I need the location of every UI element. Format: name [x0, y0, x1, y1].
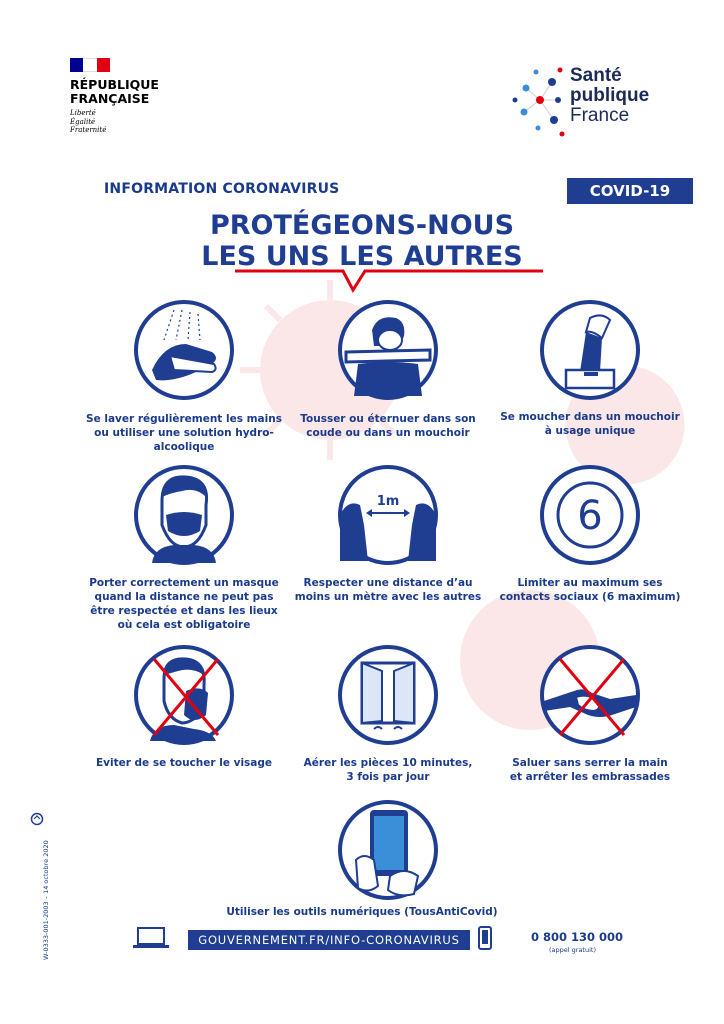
molecule-dots-icon — [510, 62, 570, 142]
title-underline-icon — [231, 266, 547, 296]
caption-line: ou utiliser une solution hydro- — [94, 427, 274, 439]
caption-line: à usage unique — [544, 425, 636, 437]
info-label: INFORMATION CORONAVIRUS — [104, 181, 340, 197]
caption-line: Respecter une distance d’au — [303, 577, 473, 589]
covid-badge: COVID-19 — [567, 178, 693, 204]
caption-hand-wash — [74, 412, 294, 454]
caption-line: contacts sociaux (6 maximum) — [499, 591, 681, 603]
caption-line: coude ou dans un mouchoir — [306, 427, 470, 439]
caption-line: moins un mètre avec les autres — [294, 591, 482, 603]
caption-line: être respectée et dans les lieux — [90, 605, 278, 617]
motto-liberte: Liberté — [70, 109, 96, 117]
caption-window — [278, 756, 498, 784]
motto-fraternite: Fraternité — [70, 126, 107, 134]
cough-elbow-icon — [338, 300, 438, 400]
title-line1: PROTÉGEONS-NOUS — [209, 210, 515, 241]
caption-distance — [278, 576, 498, 604]
laptop-icon — [132, 926, 170, 950]
motto-egalite: Égalité — [70, 117, 96, 126]
phone-note: (appel gratuit) — [549, 946, 596, 954]
caption-cough — [278, 412, 498, 440]
sante-publique-france-logo — [510, 62, 690, 142]
republic-line1: RÉPUBLIQUE — [70, 77, 159, 92]
caption-line: 3 fois par jour — [346, 771, 430, 783]
caption-tissue — [480, 410, 700, 438]
caption-line: Se laver régulièrement les mains — [86, 413, 282, 425]
french-flag-icon — [70, 58, 110, 72]
info-url-link[interactable]: GOUVERNEMENT.FR/INFO-CORONAVIRUS — [188, 930, 470, 950]
mask-icon — [134, 465, 234, 565]
distance-label: 1m — [376, 494, 400, 509]
caption-line: quand la distance ne peut pas — [94, 591, 274, 603]
agency-line3: France — [570, 105, 630, 126]
caption-line: Limiter au maximum ses — [517, 577, 663, 589]
caption-handshake — [480, 756, 700, 784]
digital-tools-caption: Utiliser les outils numériques (TousAntiCovid) — [226, 906, 498, 918]
caption-line: et arrêter les embrassades — [509, 771, 671, 783]
phone-number[interactable]: 0 800 130 000 — [531, 930, 624, 944]
caption-line: Tousser ou éternuer dans son — [300, 413, 476, 425]
title-line2: LES UNS LES AUTRES — [201, 241, 523, 272]
caption-line: Se moucher dans un mouchoir — [500, 411, 680, 423]
smartphone-icon — [338, 800, 438, 900]
recycle-icon — [30, 812, 44, 826]
caption-line: alcoolique — [153, 441, 215, 453]
caption-line: où cela est obligatoire — [117, 619, 251, 631]
caption-line: Aérer les pièces 10 minutes, — [303, 757, 473, 769]
limit-contacts-icon — [540, 465, 640, 565]
republique-francaise-logo — [70, 58, 190, 135]
phone-icon — [478, 926, 492, 950]
caption-line: Saluer sans serrer la main — [512, 757, 668, 769]
hand-wash-icon — [134, 300, 234, 400]
contacts-number: 6 — [577, 493, 603, 539]
caption-mask — [74, 576, 294, 632]
no-face-touch-icon — [134, 645, 234, 745]
agency-line2: publique — [570, 85, 650, 106]
caption-contacts — [480, 576, 700, 604]
distance-icon — [338, 465, 438, 565]
caption-line: Eviter de se toucher le visage — [95, 757, 273, 769]
no-handshake-icon — [540, 645, 640, 745]
caption-line: Porter correctement un masque — [89, 577, 279, 589]
republic-line2: FRANÇAISE — [70, 91, 150, 106]
agency-line1: Santé — [570, 65, 622, 86]
tissue-icon — [540, 300, 640, 400]
caption-face-touch — [74, 756, 294, 770]
page-title — [0, 210, 724, 272]
window-icon — [338, 645, 438, 745]
reference-code: W-0333-001-2003 – 14 octobre 2020 — [42, 840, 50, 960]
